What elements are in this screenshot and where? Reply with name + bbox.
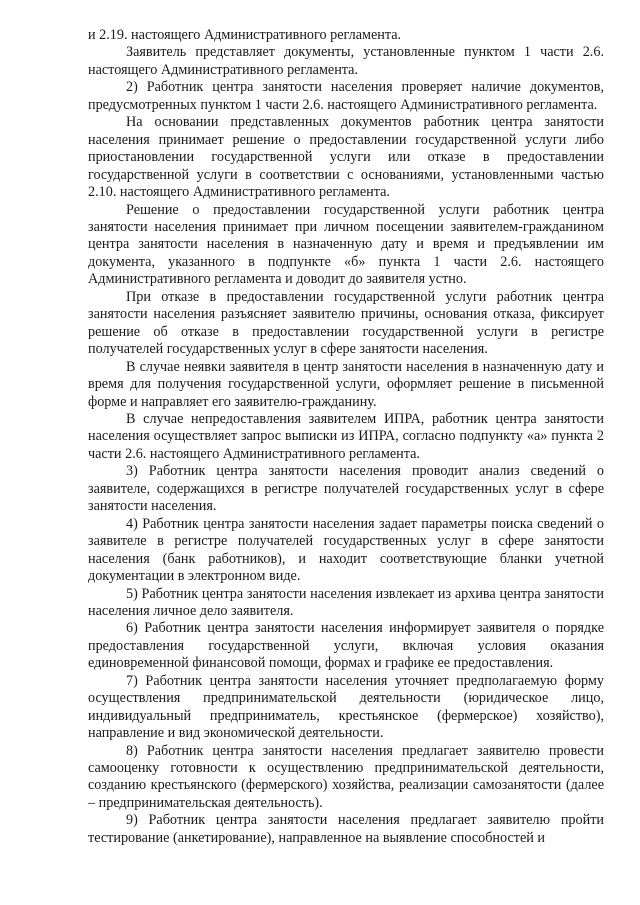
paragraph-applicant-documents: Заявитель представляет документы, установленные пунктом 1 части 2.6. настоящего Административного регламента. xyxy=(88,44,604,78)
paragraph-continuation: и 2.19. настоящего Административного регламента. xyxy=(88,27,402,43)
paragraph-item-6: 6) Работник центра занятости населения информирует заявителя о порядке предоставления государственной услуги, включая условия оказания единовременной финансовой помощи, формах и графике ее предоставления. xyxy=(88,620,604,672)
paragraph-decision-basis: На основании представленных документов работник центра занятости населения принимает решение о предоставлении государственной услуги либо приостановлении государственной услуги или отказе в предоставлении государственной услуги в соответствии с основаниями, установленными частью 2.10. настоящего Административного регламента. xyxy=(88,114,604,201)
paragraph-no-show: В случае неявки заявителя в центр занятости населения в назначенную дату и время для получения государственной услуги, оформляет решение в письменной форме и направляет его заявителю-гражданину. xyxy=(88,358,604,410)
paragraph-refusal: При отказе в предоставлении государственной услуги работник центра занятости населения разъясняет заявителю причины, основания отказа, фиксирует решение об отказе в предоставлении государственной услуги в регистре получателей государственных услуг в сфере занятости населения. xyxy=(88,288,604,358)
paragraph-item-2: 2) Работник центра занятости населения проверяет наличие документов, предусмотренных пунктом 1 части 2.6. настоящего Административного регламента. xyxy=(88,79,604,113)
paragraph-ipra-request: В случае непредоставления заявителем ИПРА, работник центра занятости населения осуществляет запрос выписки из ИПРА, согласно подпункту «а» пункта 2 части 2.6. настоящего Административного регламента. xyxy=(88,410,604,462)
document-body xyxy=(88,27,604,847)
paragraph-item-9: 9) Работник центра занятости населения предлагает заявителю пройти тестирование (анкетирование), направленное на выявление способностей и xyxy=(88,812,604,846)
paragraph-item-8: 8) Работник центра занятости населения предлагает заявителю провести самооценку готовности к осуществлению предпринимательской деятельности, созданию крестьянского (фермерского) хозяйства, реализации самозанятости (далее – предпринимательская деятельность). xyxy=(88,742,604,811)
paragraph-item-3: 3) Работник центра занятости населения проводит анализ сведений о заявителе, содержащихся в регистре получателей государственных услуг в сфере занятости населения. xyxy=(88,463,604,515)
paragraph-item-7: 7) Работник центра занятости населения уточняет предполагаемую форму осуществления предпринимательской деятельности (юридическое лицо, индивидуальный предприниматель, крестьянское (фермерское) хозяйство), направление и вид экономической деятельности. xyxy=(88,672,604,742)
paragraph-decision-personal-visit: Решение о предоставлении государственной услуги работник центра занятости населения принимает при личном посещении заявителем-гражданином центра занятости населения в назначенную дату и время и предъявлении им документа, указанного в подпункте «б» пункта 1 части 2.6. настоящего Административного регламента и доводит до заявителя устно. xyxy=(88,201,604,288)
paragraph-item-4: 4) Работник центра занятости населения задает параметры поиска сведений о заявителе в регистре получателей государственных услуг в сфере занятости населения (банк работников), и находит соответствующие бланки учетной документации в электронном виде. xyxy=(88,515,604,585)
paragraph-item-5: 5) Работник центра занятости населения извлекает из архива центра занятости населения личное дело заявителя. xyxy=(88,585,604,619)
